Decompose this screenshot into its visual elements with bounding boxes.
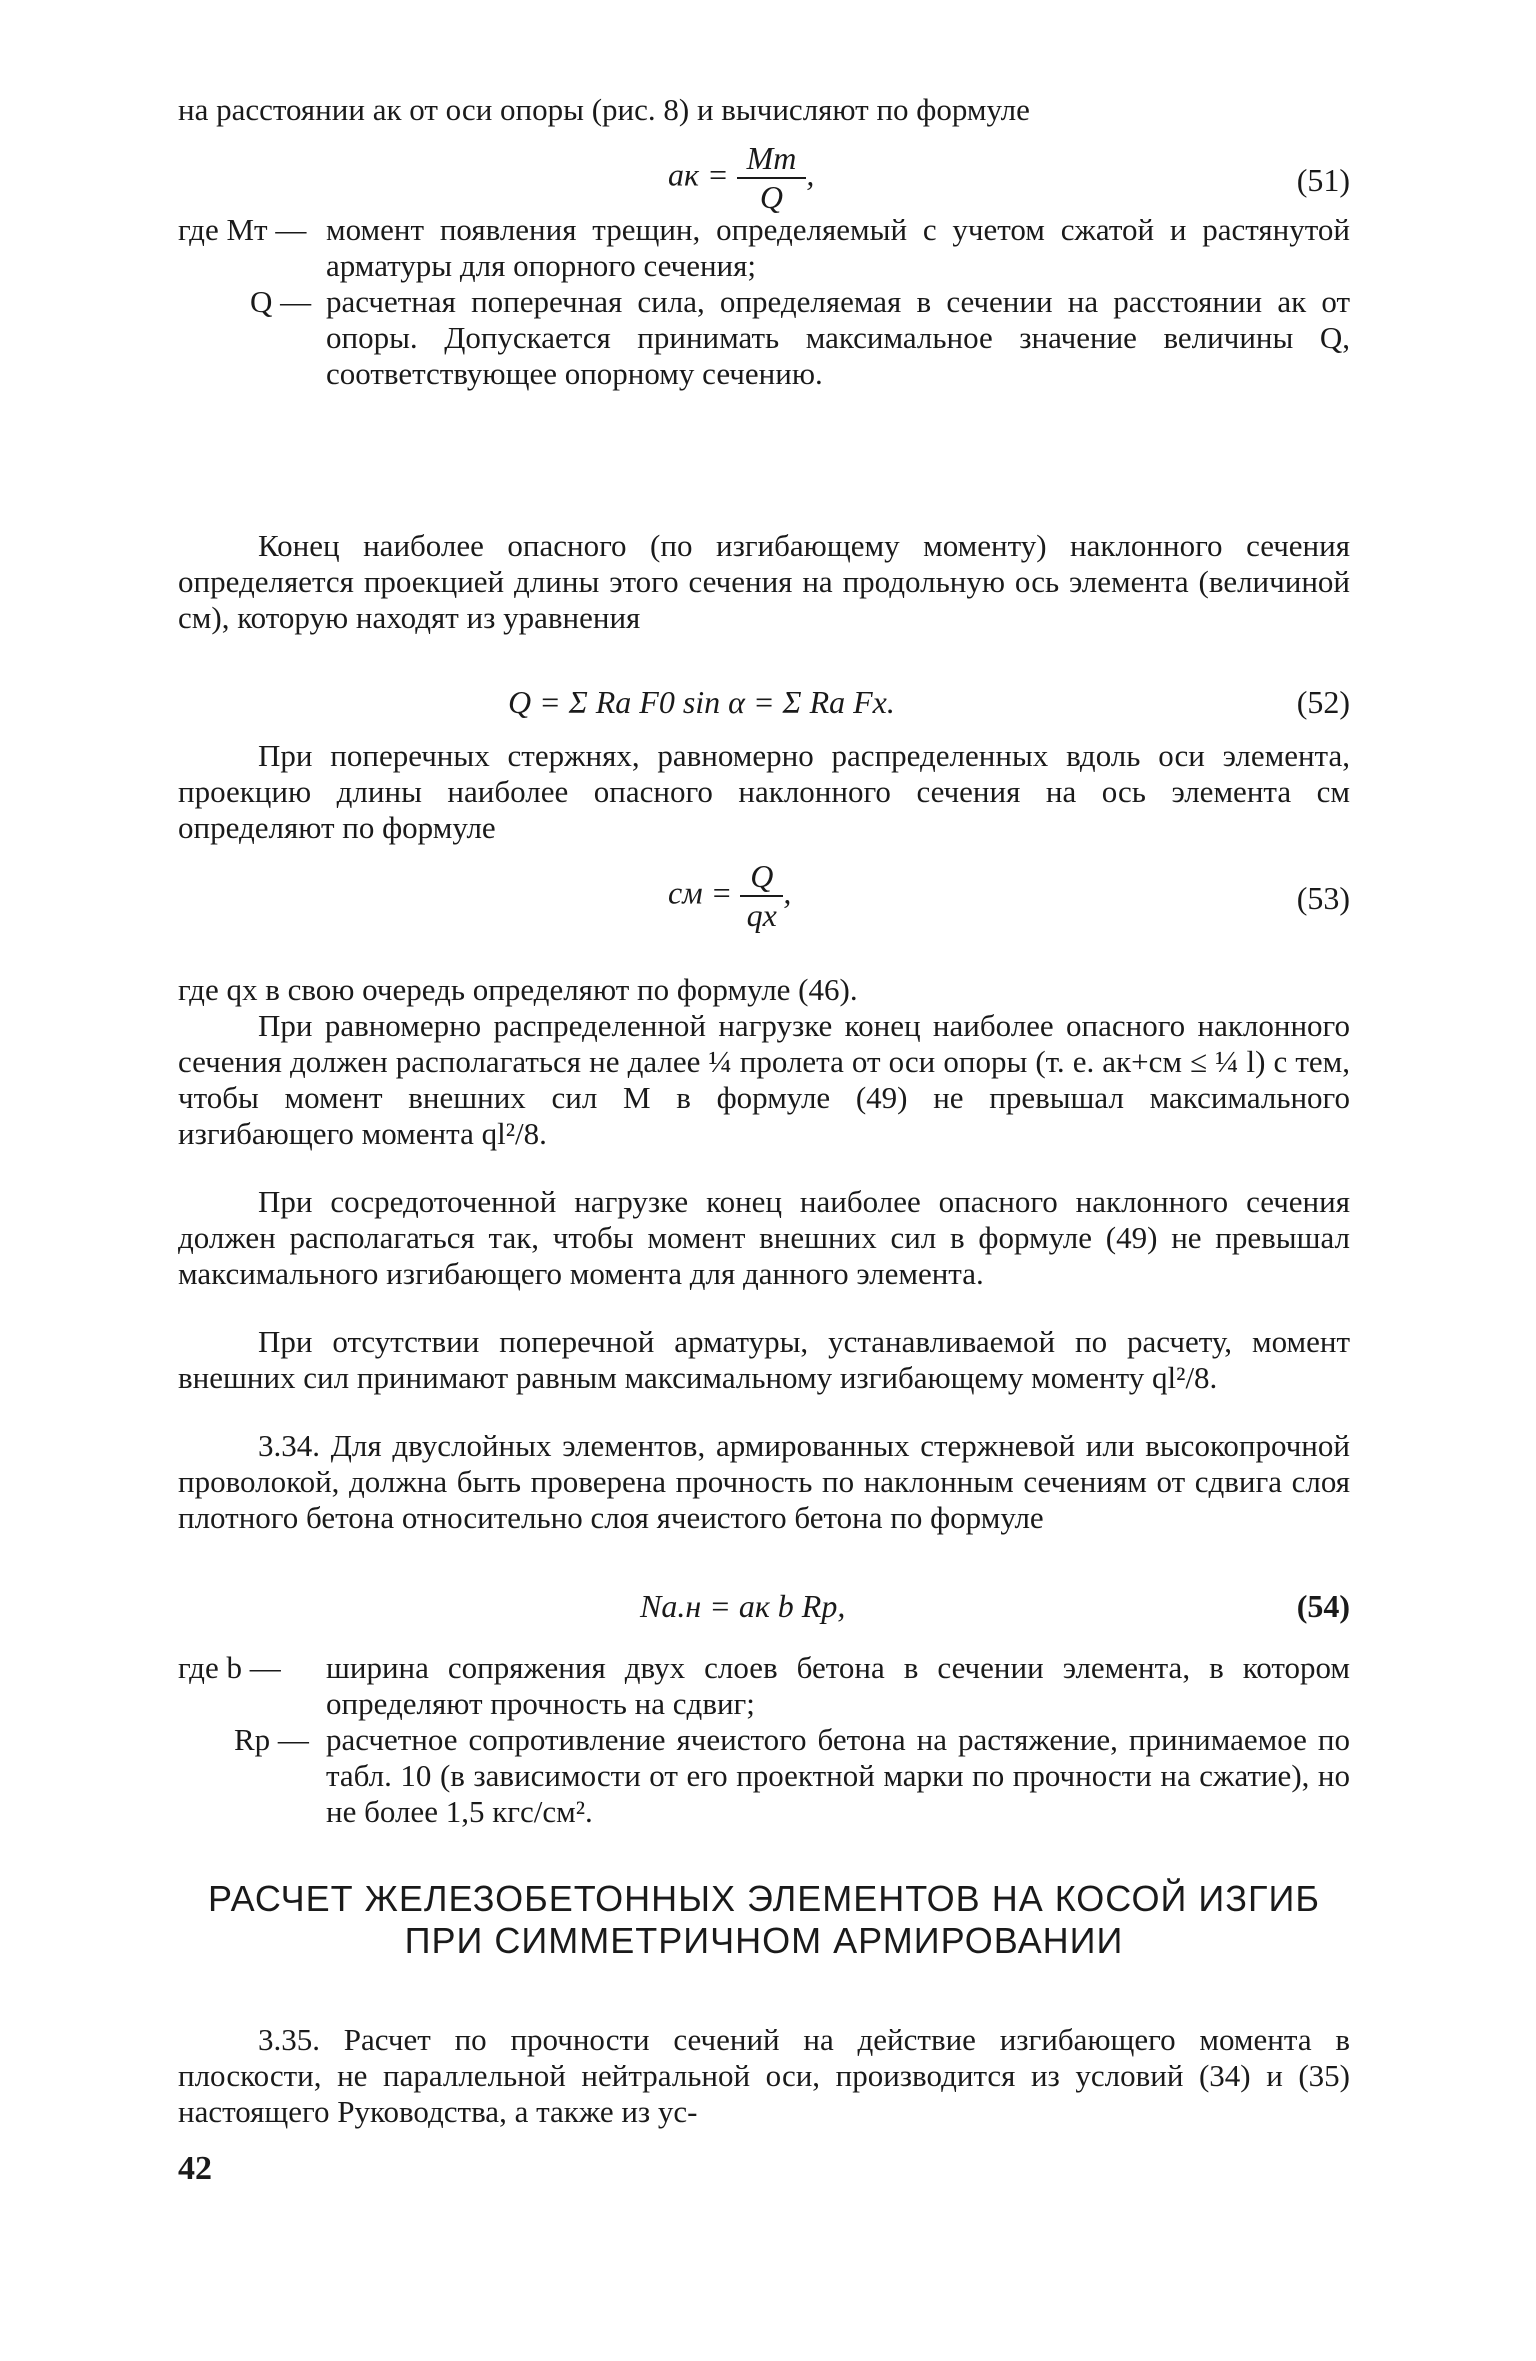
paragraph-3-35: 3.35. Расчет по прочности сечений на действие изгибающего момента в плоскости, не параллельной нейтральной оси, производится из условий (34) и (35) настоящего Руководства, а также из ус- <box>178 2022 1350 2129</box>
section-heading: РАСЧЕТ ЖЕЛЕЗОБЕТОННЫХ ЭЛЕМЕНТОВ НА КОСОЙ ИЗГИБ ПРИ СИММЕТРИЧНОМ АРМИРОВАНИИ <box>208 1878 1320 1961</box>
paragraph: При отсутствии поперечной арматуры, устанавливаемой по расчету, момент внешних сил принимают равным максимальному изгибающему моменту ql²/8. <box>178 1324 1350 1395</box>
paragraph: где qx в свою очередь определяют по формуле (46). <box>178 972 858 1007</box>
numerator: Q <box>740 858 783 897</box>
definition-item <box>178 1650 1350 1722</box>
definition-item <box>178 284 1350 392</box>
paragraph: При поперечных стержнях, равномерно распределенных вдоль оси элемента, проекцию длины наиболее опасного наклонного сечения на ось элемента cм определяют по формуле <box>178 738 1350 845</box>
formula-53: cм = $\frac{Q}{qx}$ , (53) <box>668 858 1350 933</box>
denominator: Q <box>759 179 783 215</box>
paragraph: При равномерно распределенной нагрузке конец наиболее опасного наклонного сечения должен располагаться не далее ¼ пролета от оси опоры (т. е. aк+cм ≤ ¼ l) с тем, чтобы момент внешних сил M в формуле (49) не превышал максимального изгибающего момента ql²/8. <box>178 1008 1350 1151</box>
definitions-51 <box>178 212 1350 392</box>
equation-number: (53) <box>1296 880 1350 916</box>
definition-term: где b — <box>178 1650 281 1685</box>
formula-52: Q = Σ Rа F0 sin α = Σ Rа Fx. (52) <box>508 684 1350 720</box>
numerator: Mт <box>737 140 807 179</box>
page-number: 42 <box>178 2150 212 2187</box>
definitions-54 <box>178 1650 1350 1830</box>
definition-item <box>178 1722 1350 1830</box>
definition-item <box>178 212 1350 284</box>
definition-term: где Mт — <box>178 212 307 247</box>
formula-54: Nа.н = aк b Rр, (54) <box>640 1588 1350 1624</box>
definition-term: Q — <box>250 284 312 319</box>
definition-text: расчетное сопротивление ячеистого бетона на растяжение, принимаемое по табл. 10 (в зависимости от его проектной марки по прочности на сжатие), но не более 1,5 кгс/см². <box>326 1722 1350 1829</box>
equation-number: (51) <box>1296 162 1350 198</box>
fraction <box>740 858 783 934</box>
definition-text: ширина сопряжения двух слоев бетона в сечении элемента, в котором определяют прочность на сдвиг; <box>326 1650 1350 1721</box>
fraction <box>737 140 807 216</box>
equation-number: (54) <box>1296 1588 1350 1624</box>
paragraph: При сосредоточенной нагрузке конец наиболее опасного наклонного сечения должен располагаться так, чтобы момент внешних сил в формуле (49) не превышал максимального изгибающего момента для данного элемента. <box>178 1184 1350 1291</box>
text-line-intro: на расстоянии aк от оси опоры (рис. 8) и вычисляют по формуле <box>178 92 1030 127</box>
equation-number: (52) <box>1296 684 1350 720</box>
formula-lhs: cм = <box>668 874 733 911</box>
denominator: qx <box>746 897 777 933</box>
definition-term: Rр — <box>234 1722 309 1757</box>
definition-text: момент появления трещин, определяемый с учетом сжатой и растянутой арматуры для опорного сечения; <box>326 212 1350 283</box>
formula-51: aк = $\frac{Mт}{Q}$ , (51) <box>668 140 1350 215</box>
paragraph: Конец наиболее опасного (по изгибающему моменту) наклонного сечения определяется проекцией длины этого сечения на продольную ось элемента (величиной cм), которую находят из уравнения <box>178 528 1350 635</box>
definition-text: расчетная поперечная сила, определяемая в сечении на расстоянии aк от опоры. Допускается принимать максимальное значение величины Q, соответствующее опорному сечению. <box>326 284 1350 391</box>
paragraph-3-34: 3.34. Для двуслойных элементов, армированных стержневой или высокопрочной проволокой, должна быть проверена прочность по наклонным сечениям от сдвига слоя плотного бетона относительно слоя ячеистого бетона по формуле <box>178 1428 1350 1535</box>
formula-lhs: aк = <box>668 156 729 193</box>
